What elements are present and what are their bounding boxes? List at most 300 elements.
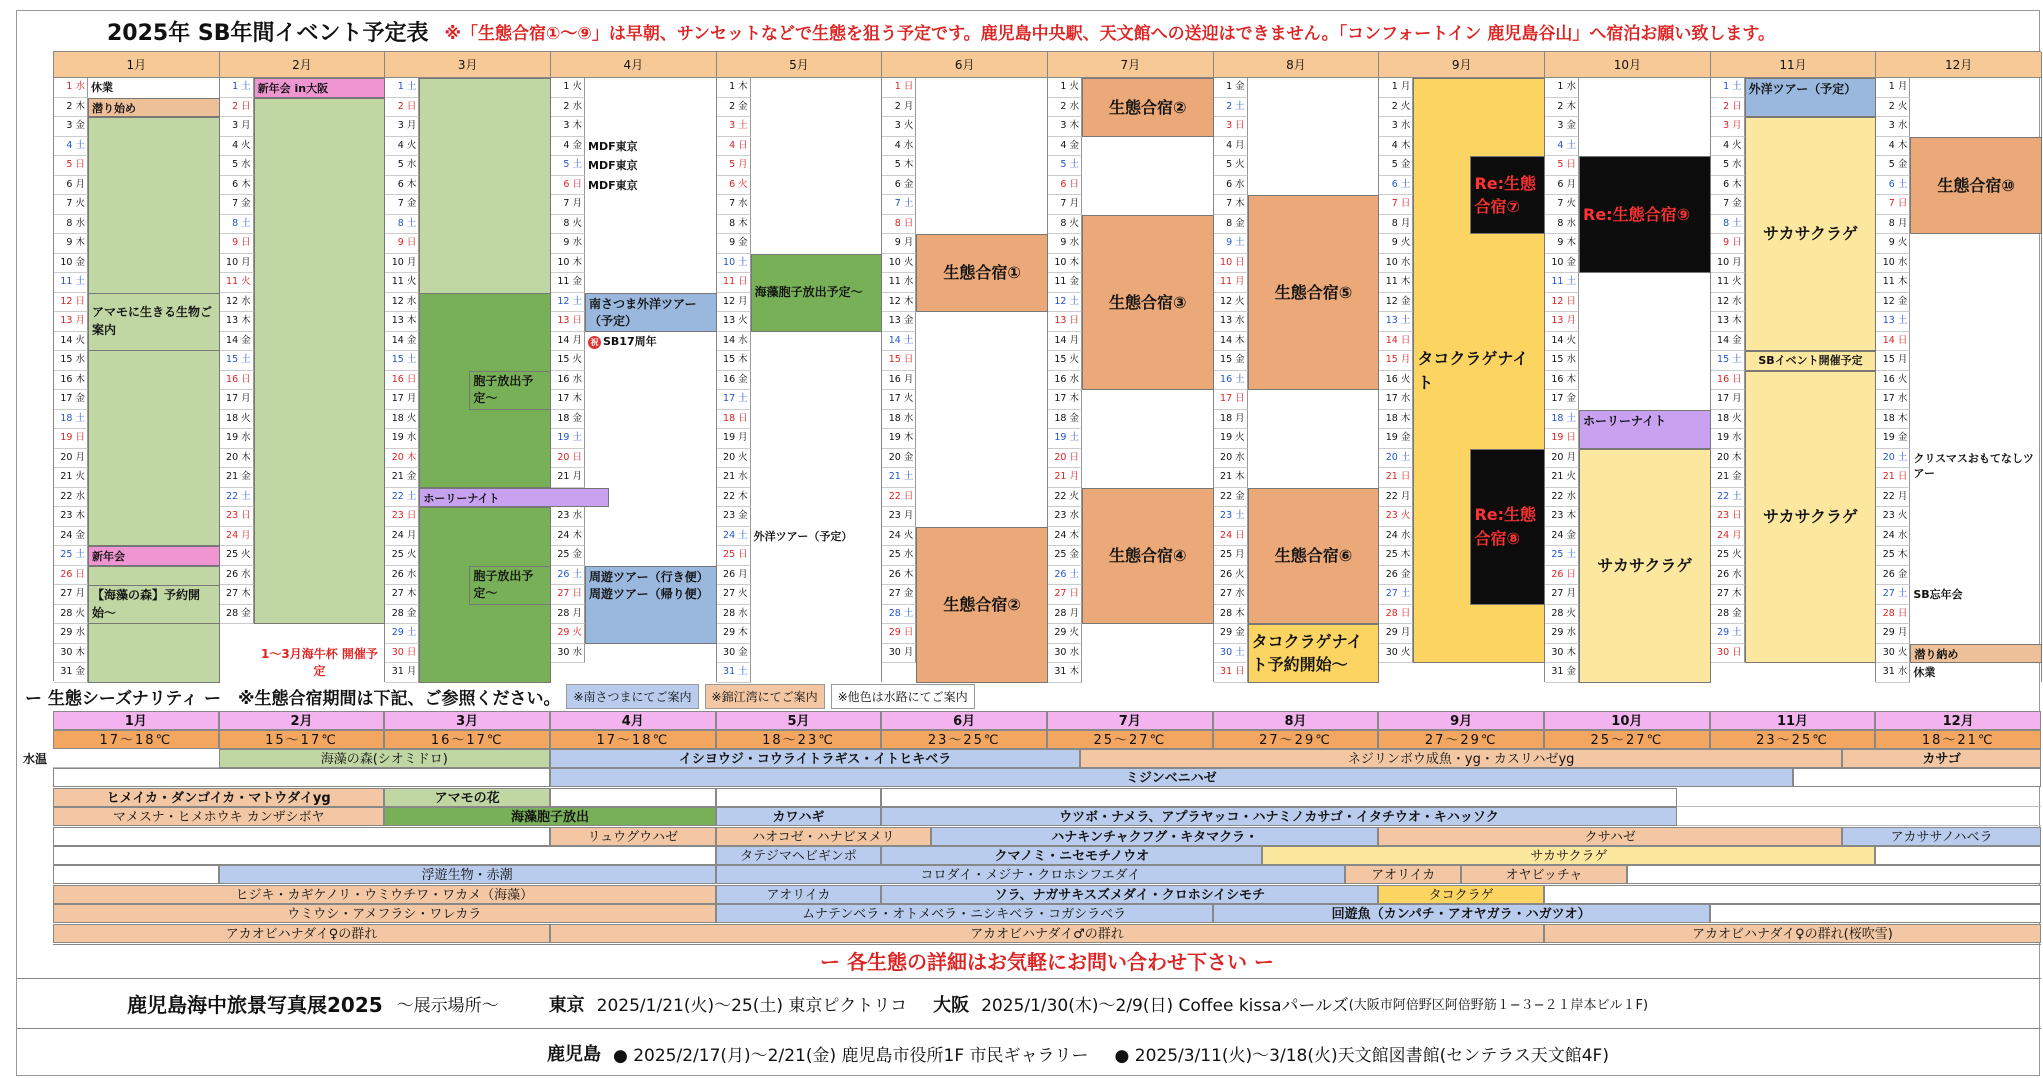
species-band: アカササノハベラ (1842, 827, 2041, 846)
day-cell: 25 金 (551, 546, 585, 566)
day-cell: 12 土 (551, 293, 585, 313)
day-cell: 4 土 (54, 137, 88, 157)
water-temp-cell: 23〜25℃ (881, 730, 1047, 749)
day-cell: 8 月 (1876, 215, 1910, 235)
species-band: クマノミ・ニセモチノウオ (881, 846, 1262, 865)
day-cell: 2 日 (385, 98, 419, 118)
day-cell: 27 土 (1379, 585, 1413, 605)
calendar-event (1248, 488, 1380, 625)
day-cell: 24 月 (220, 527, 254, 547)
event-label: アマモに生きる生物ご案内 (92, 305, 213, 337)
season-month-header: 3月 (384, 711, 550, 730)
calendar-event (1082, 215, 1214, 391)
day-cell: 7 水 (717, 195, 751, 215)
seasonality-heading: ー 生態シーズナリティ ー ※生態合宿期間は下記、ご参照ください。 (25, 688, 561, 709)
day-cell: 11 火 (385, 273, 419, 293)
month-header: 3月 (385, 52, 551, 78)
season-month-header: 12月 (1875, 711, 2041, 730)
event-label: タコクラゲナイト (1417, 349, 1529, 392)
day-cell: 20 木 (1711, 449, 1745, 469)
calendar-event (585, 137, 717, 157)
day-cell: 30 火 (1379, 644, 1413, 664)
day-cell: 30 木 (54, 644, 88, 664)
day-cell: 23 日 (1711, 507, 1745, 527)
day-cell: 1 土 (1711, 78, 1745, 98)
species-band: アオリイカ (716, 885, 882, 904)
day-cell: 10 月 (385, 254, 419, 274)
day-cell: 25 火 (385, 546, 419, 566)
day-cell: 11 木 (1379, 273, 1413, 293)
day-cell: 14 土 (882, 332, 916, 352)
day-cell: 30 日 (1711, 644, 1745, 664)
day-cell: 20 日 (1048, 449, 1082, 469)
event-label: 休業 (1913, 666, 1936, 679)
day-cell: 21 金 (385, 468, 419, 488)
day-cell: 4 木 (1379, 137, 1413, 157)
day-cell: 9 日 (1711, 234, 1745, 254)
day-cell: 11 金 (551, 273, 585, 293)
species-band: タコクラゲ (1378, 885, 1544, 904)
day-cell: 6 土 (1379, 176, 1413, 196)
day-cell: 4 金 (551, 137, 585, 157)
day-cell: 31 水 (1876, 663, 1910, 683)
calendar-event (1910, 449, 2042, 481)
day-cell: 15 土 (385, 351, 419, 371)
day-cell: 10 月 (220, 254, 254, 274)
event-label: Re:生態合宿⑦ (1474, 173, 1537, 216)
day-cell: 29 土 (385, 624, 419, 644)
day-cell: 10 火 (882, 254, 916, 274)
day-cell: 25 金 (1048, 546, 1082, 566)
day-cell: 24 金 (1545, 527, 1579, 547)
event-label: サカサクラゲ (1762, 507, 1858, 527)
species-band: クサハゼ (1378, 827, 1842, 846)
day-cell: 16 水 (551, 371, 585, 391)
species-band: コロダイ・メジナ・クロホシフエダイ (716, 865, 1346, 884)
day-cell: 10 木 (1048, 254, 1082, 274)
day-cell: 12 水 (1711, 293, 1745, 313)
season-month-header: 8月 (1213, 711, 1379, 730)
event-label: SB17周年 (603, 334, 657, 348)
seasonality-section (17, 681, 2041, 1077)
day-cell: 17 月 (220, 390, 254, 410)
day-cell: 17 月 (385, 390, 419, 410)
day-cell: 14 月 (1048, 332, 1082, 352)
species-band: オヤビッチャ (1461, 865, 1627, 884)
day-cell: 27 木 (1711, 585, 1745, 605)
month-header: 6月 (882, 52, 1048, 78)
calendar-event (1248, 624, 1380, 683)
event-label: 周遊ツアー（行き便）周遊ツアー（帰り便） (589, 569, 709, 601)
day-cell: 10 日 (1214, 254, 1248, 274)
notice-text: ※「生態合宿①〜⑨」は早朝、サンセットなどで生態を狙う予定です。鹿児島中央駅、天文館への送迎はできません。「コンフォートイン 鹿児島谷山」へ宿泊お願い致します。 (444, 23, 1775, 44)
species-band (1793, 768, 2042, 787)
day-cell: 21 火 (1545, 468, 1579, 488)
exhibition-row-1 (17, 978, 2041, 1028)
day-cell: 21 日 (1379, 468, 1413, 488)
day-cell: 23 火 (1379, 507, 1413, 527)
day-cell: 9 木 (54, 234, 88, 254)
day-cell: 16 日 (1711, 371, 1745, 391)
day-cell: 12 金 (1876, 293, 1910, 313)
calendar-event (88, 585, 220, 624)
day-cell: 13 木 (1711, 312, 1745, 332)
day-cell: 7 月 (1048, 195, 1082, 215)
day-cell: 22 金 (1214, 488, 1248, 508)
day-cell: 17 水 (1876, 390, 1910, 410)
day-cell: 4 土 (1545, 137, 1579, 157)
day-cell: 26 金 (1876, 566, 1910, 586)
season-row (53, 749, 2041, 768)
day-cell: 9 月 (882, 234, 916, 254)
event-label: 生態合宿⑩ (1937, 175, 2015, 195)
calendar-event (585, 156, 717, 176)
event-label: SBイベント開催予定 (1758, 353, 1863, 367)
day-cell: 12 月 (717, 293, 751, 313)
day-cell: 19 金 (1876, 429, 1910, 449)
season-month-header: 2月 (219, 711, 385, 730)
day-cell: 28 日 (1876, 605, 1910, 625)
schedule-sheet (16, 10, 2040, 1076)
event-label: 生態合宿⑤ (1274, 282, 1353, 302)
day-cell: 28 土 (882, 605, 916, 625)
day-cell: 17 火 (882, 390, 916, 410)
day-cell: 3 日 (1214, 117, 1248, 137)
day-cell: 10 金 (1545, 254, 1579, 274)
species-band: 浮遊生物・赤潮 (219, 865, 716, 884)
day-cell: 9 火 (1876, 234, 1910, 254)
day-cell: 23 水 (551, 507, 585, 527)
month-header: 4月 (551, 52, 717, 78)
day-cell: 5 水 (1711, 156, 1745, 176)
day-cell: 3 火 (882, 117, 916, 137)
water-temp-cell: 25〜27℃ (1047, 730, 1213, 749)
day-cell: 28 水 (717, 605, 751, 625)
season-month-header: 4月 (550, 711, 716, 730)
day-cell: 4 月 (1214, 137, 1248, 157)
day-cell: 19 水 (1711, 429, 1745, 449)
species-band: ハオコゼ・ハナビヌメリ (716, 827, 931, 846)
day-cell: 25 月 (1214, 546, 1248, 566)
contact-note: ー 各生態の詳細はお気軽にお問い合わせ下さい ー (53, 944, 2041, 978)
day-cell: 21 金 (1711, 468, 1745, 488)
celebration-badge-icon: 祝 (588, 336, 601, 349)
day-cell: 10 水 (1379, 254, 1413, 274)
day-cell: 19 月 (717, 429, 751, 449)
day-cell: 6 日 (1048, 176, 1082, 196)
species-band: 海藻の森(シオミドロ) (219, 749, 550, 768)
day-cell: 31 金 (1545, 663, 1579, 683)
day-cell: 27 日 (1048, 585, 1082, 605)
day-cell: 3 月 (1711, 117, 1745, 137)
day-cell: 14 月 (551, 332, 585, 352)
day-cell: 26 水 (1711, 566, 1745, 586)
day-cell: 20 月 (54, 449, 88, 469)
day-cell: 11 木 (1876, 273, 1910, 293)
event-label: 潜り始め (92, 101, 136, 115)
species-band: アマモの花 (384, 788, 550, 807)
day-cell: 23 金 (717, 507, 751, 527)
event-label: クリスマスおもてなしツアー (1913, 451, 2034, 481)
day-cell: 17 日 (1214, 390, 1248, 410)
day-cell: 7 日 (1876, 195, 1910, 215)
day-cell: 1 土 (220, 78, 254, 98)
day-cell: 11 土 (54, 273, 88, 293)
day-cell: 23 日 (385, 507, 419, 527)
day-cell: 20 金 (882, 449, 916, 469)
exhibition-subtitle: 〜展示場所〜 (396, 996, 499, 1016)
day-cell: 29 火 (1048, 624, 1082, 644)
day-cell: 31 日 (1214, 663, 1248, 683)
day-cell: 14 火 (54, 332, 88, 352)
day-cell: 28 月 (1048, 605, 1082, 625)
day-cell: 21 月 (551, 468, 585, 488)
event-label: 生態合宿④ (1109, 546, 1187, 566)
day-cell: 1 土 (385, 78, 419, 98)
calendar-event (1470, 156, 1545, 234)
day-cell: 27 火 (717, 585, 751, 605)
day-cell: 21 金 (220, 468, 254, 488)
calendar-event (1579, 156, 1711, 273)
day-cell: 8 火 (551, 215, 585, 235)
month-header: 11月 (1711, 52, 1877, 78)
day-cell: 28 金 (385, 605, 419, 625)
day-cell: 19 日 (1545, 429, 1579, 449)
day-cell: 21 土 (882, 468, 916, 488)
day-cell: 18 火 (220, 410, 254, 430)
day-cell: 16 日 (385, 371, 419, 391)
day-cell: 18 土 (54, 410, 88, 430)
day-cell: 8 金 (1214, 215, 1248, 235)
event-label: 新年会 in大阪 (257, 82, 329, 95)
day-cell: 20 土 (1876, 449, 1910, 469)
day-cell: 1 月 (1876, 78, 1910, 98)
day-cell: 23 水 (1048, 507, 1082, 527)
event-label: 生態合宿① (943, 263, 1021, 283)
day-cell: 10 金 (54, 254, 88, 274)
month-column (717, 78, 883, 682)
day-cell: 23 日 (220, 507, 254, 527)
day-cell: 20 月 (1545, 449, 1579, 469)
day-cell: 13 木 (385, 312, 419, 332)
event-label: 新年会 (92, 550, 125, 563)
day-cell: 18 土 (1545, 410, 1579, 430)
day-cell: 21 木 (1214, 468, 1248, 488)
day-cell: 21 水 (717, 468, 751, 488)
day-cell: 7 土 (882, 195, 916, 215)
day-cell: 25 水 (882, 546, 916, 566)
day-cell: 29 金 (1214, 624, 1248, 644)
day-cell: 16 金 (717, 371, 751, 391)
day-cell: 7 木 (1214, 195, 1248, 215)
annual-calendar (53, 51, 2041, 681)
day-cell: 16 月 (882, 371, 916, 391)
calendar-event (1910, 137, 2042, 235)
day-cell: 3 土 (717, 117, 751, 137)
event-label: SB忘年会 (1913, 588, 1963, 601)
event-label: 休業 (91, 81, 113, 94)
day-cell: 14 火 (1545, 332, 1579, 352)
day-cell: 24 月 (1711, 527, 1745, 547)
calendar-event (751, 527, 883, 547)
day-cell: 14 木 (1214, 332, 1248, 352)
day-cell: 9 金 (717, 234, 751, 254)
day-cell: 3 金 (54, 117, 88, 137)
day-cell: 5 金 (1379, 156, 1413, 176)
day-cell: 25 日 (717, 546, 751, 566)
day-cell: 17 金 (54, 390, 88, 410)
day-cell: 8 木 (717, 215, 751, 235)
month-header: 10月 (1545, 52, 1711, 78)
day-cell: 6 木 (385, 176, 419, 196)
day-cell: 1 水 (1545, 78, 1579, 98)
day-cell: 13 木 (220, 312, 254, 332)
day-cell: 22 月 (1379, 488, 1413, 508)
day-cell: 8 水 (1545, 215, 1579, 235)
day-cell: 1 水 (54, 78, 88, 98)
day-cell: 30 土 (1214, 644, 1248, 664)
day-cell: 13 土 (1379, 312, 1413, 332)
species-band (1875, 846, 2041, 865)
event-label: 外洋ツアー（予定） (753, 529, 853, 543)
day-cell: 2 金 (717, 98, 751, 118)
day-cell: 11 土 (1545, 273, 1579, 293)
day-cell: 4 火 (385, 137, 419, 157)
event-label: ホーリーナイト (423, 491, 500, 505)
day-cell: 5 水 (220, 156, 254, 176)
event-label: 胞子放出予定〜 (473, 373, 534, 405)
day-cell: 6 木 (220, 176, 254, 196)
day-cell: 9 土 (1214, 234, 1248, 254)
day-cell: 30 木 (1545, 644, 1579, 664)
day-cell: 26 水 (385, 566, 419, 586)
day-cell: 29 月 (1876, 624, 1910, 644)
calendar-event (1082, 488, 1214, 625)
event-label: 生態合宿② (1109, 97, 1187, 117)
species-band: アオリイカ (1345, 865, 1461, 884)
event-label: MDF東京 (588, 178, 638, 192)
species-band (881, 788, 1676, 807)
day-cell: 9 水 (1048, 234, 1082, 254)
day-cell: 19 土 (1048, 429, 1082, 449)
month-header: 7月 (1048, 52, 1214, 78)
day-cell: 13 日 (551, 312, 585, 332)
day-cell: 21 月 (1048, 468, 1082, 488)
day-cell: 20 木 (385, 449, 419, 469)
day-cell: 12 木 (882, 293, 916, 313)
day-cell: 4 木 (1876, 137, 1910, 157)
day-cell: 1 月 (1379, 78, 1413, 98)
tokyo-text: 2025/1/21(火)〜25(土) 東京ピクトリコ (596, 996, 908, 1016)
day-cell: 2 水 (551, 98, 585, 118)
calendar-event (469, 371, 551, 410)
day-cell: 15 水 (54, 351, 88, 371)
water-temp-cell: 27〜29℃ (1378, 730, 1544, 749)
event-label: 生態合宿② (943, 594, 1021, 614)
species-band (53, 865, 219, 884)
page-title: 2025年 SB年間イベント予定表 (107, 20, 429, 46)
day-cell: 1 木 (717, 78, 751, 98)
day-cell: 31 木 (1048, 663, 1082, 683)
exhibition-title: 鹿児島海中旅景写真展2025 (127, 993, 383, 1017)
day-cell: 3 木 (1048, 117, 1082, 137)
day-cell: 27 金 (882, 585, 916, 605)
day-cell: 25 土 (54, 546, 88, 566)
season-row (53, 885, 2041, 904)
day-cell: 24 木 (1048, 527, 1082, 547)
day-cell: 27 月 (1545, 585, 1579, 605)
day-cell: 13 日 (1048, 312, 1082, 332)
event-label: 生態合宿⑥ (1274, 546, 1353, 566)
day-cell: 18 月 (1214, 410, 1248, 430)
day-cell: 2 木 (54, 98, 88, 118)
day-cell: 28 月 (551, 605, 585, 625)
water-temp-cell: 23〜25℃ (1710, 730, 1876, 749)
day-cell: 12 日 (54, 293, 88, 313)
osaka-address: (大阪市阿倍野区阿倍野筋１−３−２１岸本ビル１F) (1348, 998, 1649, 1013)
day-cell: 29 土 (1711, 624, 1745, 644)
day-cell: 29 日 (882, 624, 916, 644)
day-cell: 25 土 (1545, 546, 1579, 566)
day-cell: 20 火 (717, 449, 751, 469)
calendar-event (1745, 117, 1877, 351)
day-cell: 24 金 (54, 527, 88, 547)
day-cell: 22 水 (1545, 488, 1579, 508)
day-cell: 15 土 (220, 351, 254, 371)
legend-suiro: ※他色は水路にてご案内 (831, 684, 975, 709)
day-cell: 21 火 (54, 468, 88, 488)
day-cell: 9 木 (1545, 234, 1579, 254)
day-cell: 22 木 (717, 488, 751, 508)
day-cell: 15 日 (882, 351, 916, 371)
day-cell: 30 水 (1048, 644, 1082, 664)
day-cell: 30 月 (882, 644, 916, 664)
day-cell: 12 金 (1379, 293, 1413, 313)
day-cell: 6 金 (882, 176, 916, 196)
event-label: 潜り納め (1914, 647, 1959, 661)
day-cell: 5 日 (1545, 156, 1579, 176)
day-cell: 24 火 (882, 527, 916, 547)
species-band: リュウグウハゼ (550, 827, 716, 846)
day-cell: 26 土 (1048, 566, 1082, 586)
month-header: 9月 (1379, 52, 1545, 78)
day-cell: 24 月 (385, 527, 419, 547)
day-cell: 5 土 (551, 156, 585, 176)
day-cell: 16 火 (1876, 371, 1910, 391)
calendar-event (1910, 663, 2042, 683)
day-cell: 7 火 (1545, 195, 1579, 215)
day-cell: 15 木 (717, 351, 751, 371)
day-cell: 26 木 (882, 566, 916, 586)
calendar-event (585, 293, 717, 332)
calendar-event (916, 527, 1048, 683)
day-cell: 4 火 (1711, 137, 1745, 157)
day-cell: 8 日 (882, 215, 916, 235)
water-temp-cell: 15〜17℃ (219, 730, 385, 749)
water-temp-cell: 27〜29℃ (1213, 730, 1379, 749)
season-month-header: 11月 (1710, 711, 1876, 730)
water-temp-cell: 17〜18℃ (53, 730, 219, 749)
species-band (1710, 904, 2041, 923)
day-cell: 25 木 (1876, 546, 1910, 566)
species-band: タテジマヘビギンポ (716, 846, 882, 865)
season-row (53, 827, 2041, 846)
season-row (53, 788, 2041, 807)
event-label: ホーリーナイト (1583, 413, 1667, 428)
day-cell: 18 木 (1876, 410, 1910, 430)
day-cell: 24 水 (1876, 527, 1910, 547)
species-band: ムナテンベラ・オトメベラ・ニシキベラ・コガシラベラ (716, 904, 1213, 923)
